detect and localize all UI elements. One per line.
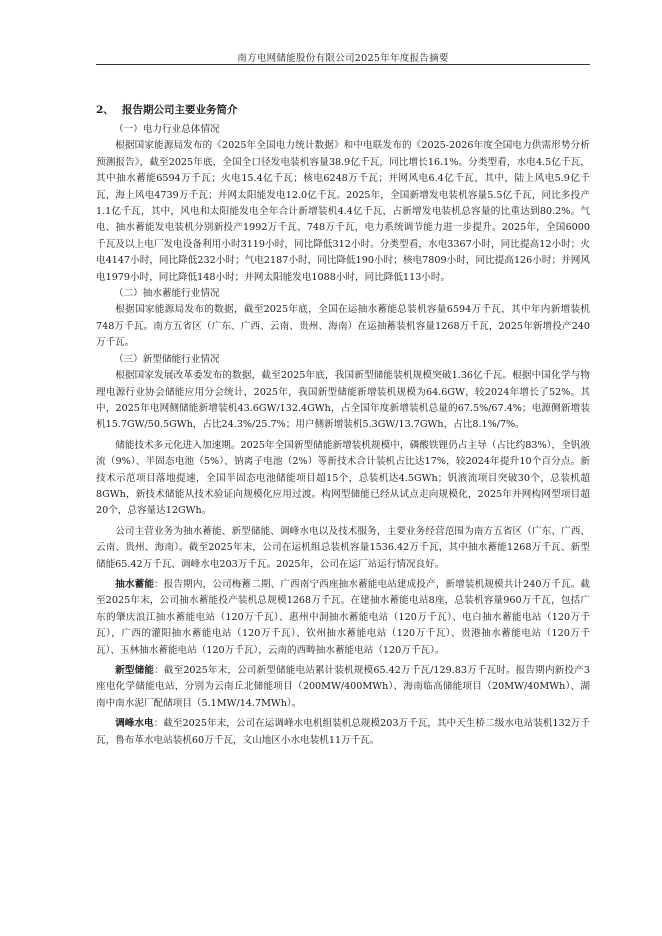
header-divider xyxy=(96,64,590,65)
paragraph-new-storage-business xyxy=(96,663,590,712)
subsection-heading-power: （一）电力行业总体情况 xyxy=(114,124,220,135)
subsection-heading-pumped-storage: （二）抽水蓄能行业情况 xyxy=(114,288,220,300)
paragraph-pumped-storage-business xyxy=(96,577,590,659)
paragraph-storage-technology: 储能技术多元化进入加速期。2025年全国新型储能新增装机规模中，磷酸铁锂仍占主导（占比约83%），全钒液流（9%）、半固态电池（5%）、钠离子电池（2%）等新技术合计装机占比达17%，较2024年提升10个百分点。新技术示范项目落地提速，全国半固态电池储能项目超15个，总装机达4.5GWh；钒液流项目突破30个，总装机超8GWh，新技术储能从技术验证向规模化应用过渡。构网型储能已经从试点走向规模化，2025年并网构网型项目超20个，总容量达12GWh。 xyxy=(96,439,590,517)
label-peaking-hydro: 调峰水电 xyxy=(115,718,154,730)
text-peaking-hydro: ：截至2025年末，公司在运调峰水电机组装机总规模203万千瓦，其中天生桥二级水电站装机132万千瓦，鲁布革水电站装机60万千瓦，文山地区小水电装机11万千瓦。 xyxy=(96,718,591,746)
section-title xyxy=(96,102,590,118)
paragraph-peaking-hydro-business xyxy=(96,716,590,749)
subsection-heading-new-storage: （三）新型储能行业情况 xyxy=(114,353,220,365)
paragraph-power-industry: 根据国家能源局发布的《2025年全国电力统计数据》和中电联发布的《2025-2026年度全国电力供需形势分析预测报告》，截至2025年底，全国全口径发电装机容量38.9亿千瓦，同比增长16.1%。分类型看，水电4.5亿千瓦，其中抽水蓄能6594万千瓦；火电15.4亿千瓦；核电6248万千瓦；并网风电6.4亿千瓦，其中，陆上风电5.9亿千瓦，海上风电4739万千瓦；并网太阳能发电12.0亿千瓦。2025年，全国新增发电装机容量5.5亿千瓦，同比多投产1.1亿千瓦，其中，风电和太阳能发电全年合计新增装机4.4亿千瓦，占新增发电装机总容量的比重达到80.2%。气电、抽水蓄能发电装机分别新投产1992万千瓦、748万千瓦，电力系统调节能力进一步提升。2025年，全国6000千瓦及以上电厂发电设备利用小时3119小时，同比降低312小时。分类型看，水电3367小时，同比提高12小时；火电4147小时，同比降低232小时；气电2187小时，同比降低190小时；核电7809小时，同比提高126小时；并网风电1979小时，同比降低148小时；并网太阳能发电1088小时，同比降低113小时。 xyxy=(96,140,590,283)
label-new-storage: 新型储能 xyxy=(115,665,155,676)
section-number: 2、 xyxy=(96,104,114,116)
label-pumped-storage: 抽水蓄能 xyxy=(115,578,155,590)
section-title-text: 报告期公司主要业务简介 xyxy=(122,104,238,116)
paragraph-new-storage-scale: 根据国家发展改革委发布的数据，截至2025年底，我国新型储能装机规模突破1.36亿千瓦。根据中国化学与物理电源行业协会储能应用分会统计，2025年，我国新型储能新增装机规模为64.6GW，较2024年增长了52%。其中，2025年电网侧储能新增装机43.6GW/132.4GWh，占全国年度新增装机总量的67.5%/67.4%；电源侧新增装机15.7GW/50.5GWh，占比24.3%/25.7%；用户侧新增装机5.3GW/13.7GWh，占比8.1%/7%。 xyxy=(96,370,590,431)
paragraph-company-business: 公司主营业务为抽水蓄能、新型储能、调峰水电以及技术服务，主要业务经营范围为南方五省区（广东、广西、云南、贵州、海南）。截至2025年末，公司在运机组总装机容量1536.42万千瓦，其中抽水蓄能1268万千瓦、新型储能65.42万千瓦、调峰水电203万千瓦。2025年，公司在运厂站运行情况良好。 xyxy=(96,525,590,570)
text-new-storage: ：截至2025年末，公司新型储能电站累计装机规模65.42万千瓦/129.83万千瓦时。报告期内新投产3座电化学储能电站，分别为云南丘北储能项目（200MW/400MWh）、海南临高储能项目（20MW/40MWh）、湖南中南水泥厂配储项目（5.1MW/14.7MWh）。 xyxy=(96,665,590,709)
document-body xyxy=(96,102,590,749)
paragraph-pumped-storage-industry: 根据国家能源局发布的数据，截至2025年底，全国在运抽水蓄能总装机容量6594万千瓦，其中年内新增装机748万千瓦。南方五省区（广东、广西、云南、贵州、海南）在运抽蓄装机容量1268万千瓦，2025年新增投产240万千瓦。 xyxy=(96,304,590,349)
text-pumped-storage: ：报告期内，公司梅蓄二期、广西南宁西座抽水蓄能电站建成投产，新增装机规模共计240万千瓦。截至2025年末，公司抽水蓄能投产装机总规模1268万千瓦。在建抽水蓄能电站8座，总装机容量960万千瓦，包括广东的肇庆浪江抽水蓄能电站（120万千瓦）、惠州中洞抽水蓄能电站（120万千瓦）、电白抽水蓄能电站（120万千瓦），广西的灌阳抽水蓄能电站（120万千瓦）、钦州抽水蓄能电站（120万千瓦）、贵港抽水蓄能电站（120万千瓦）、玉林抽水蓄能电站（120万千瓦），云南的西畴抽水蓄能电站（120万千瓦）。 xyxy=(96,578,591,656)
report-header: 南方电网储能股份有限公司2025年年度报告摘要 xyxy=(237,53,449,64)
